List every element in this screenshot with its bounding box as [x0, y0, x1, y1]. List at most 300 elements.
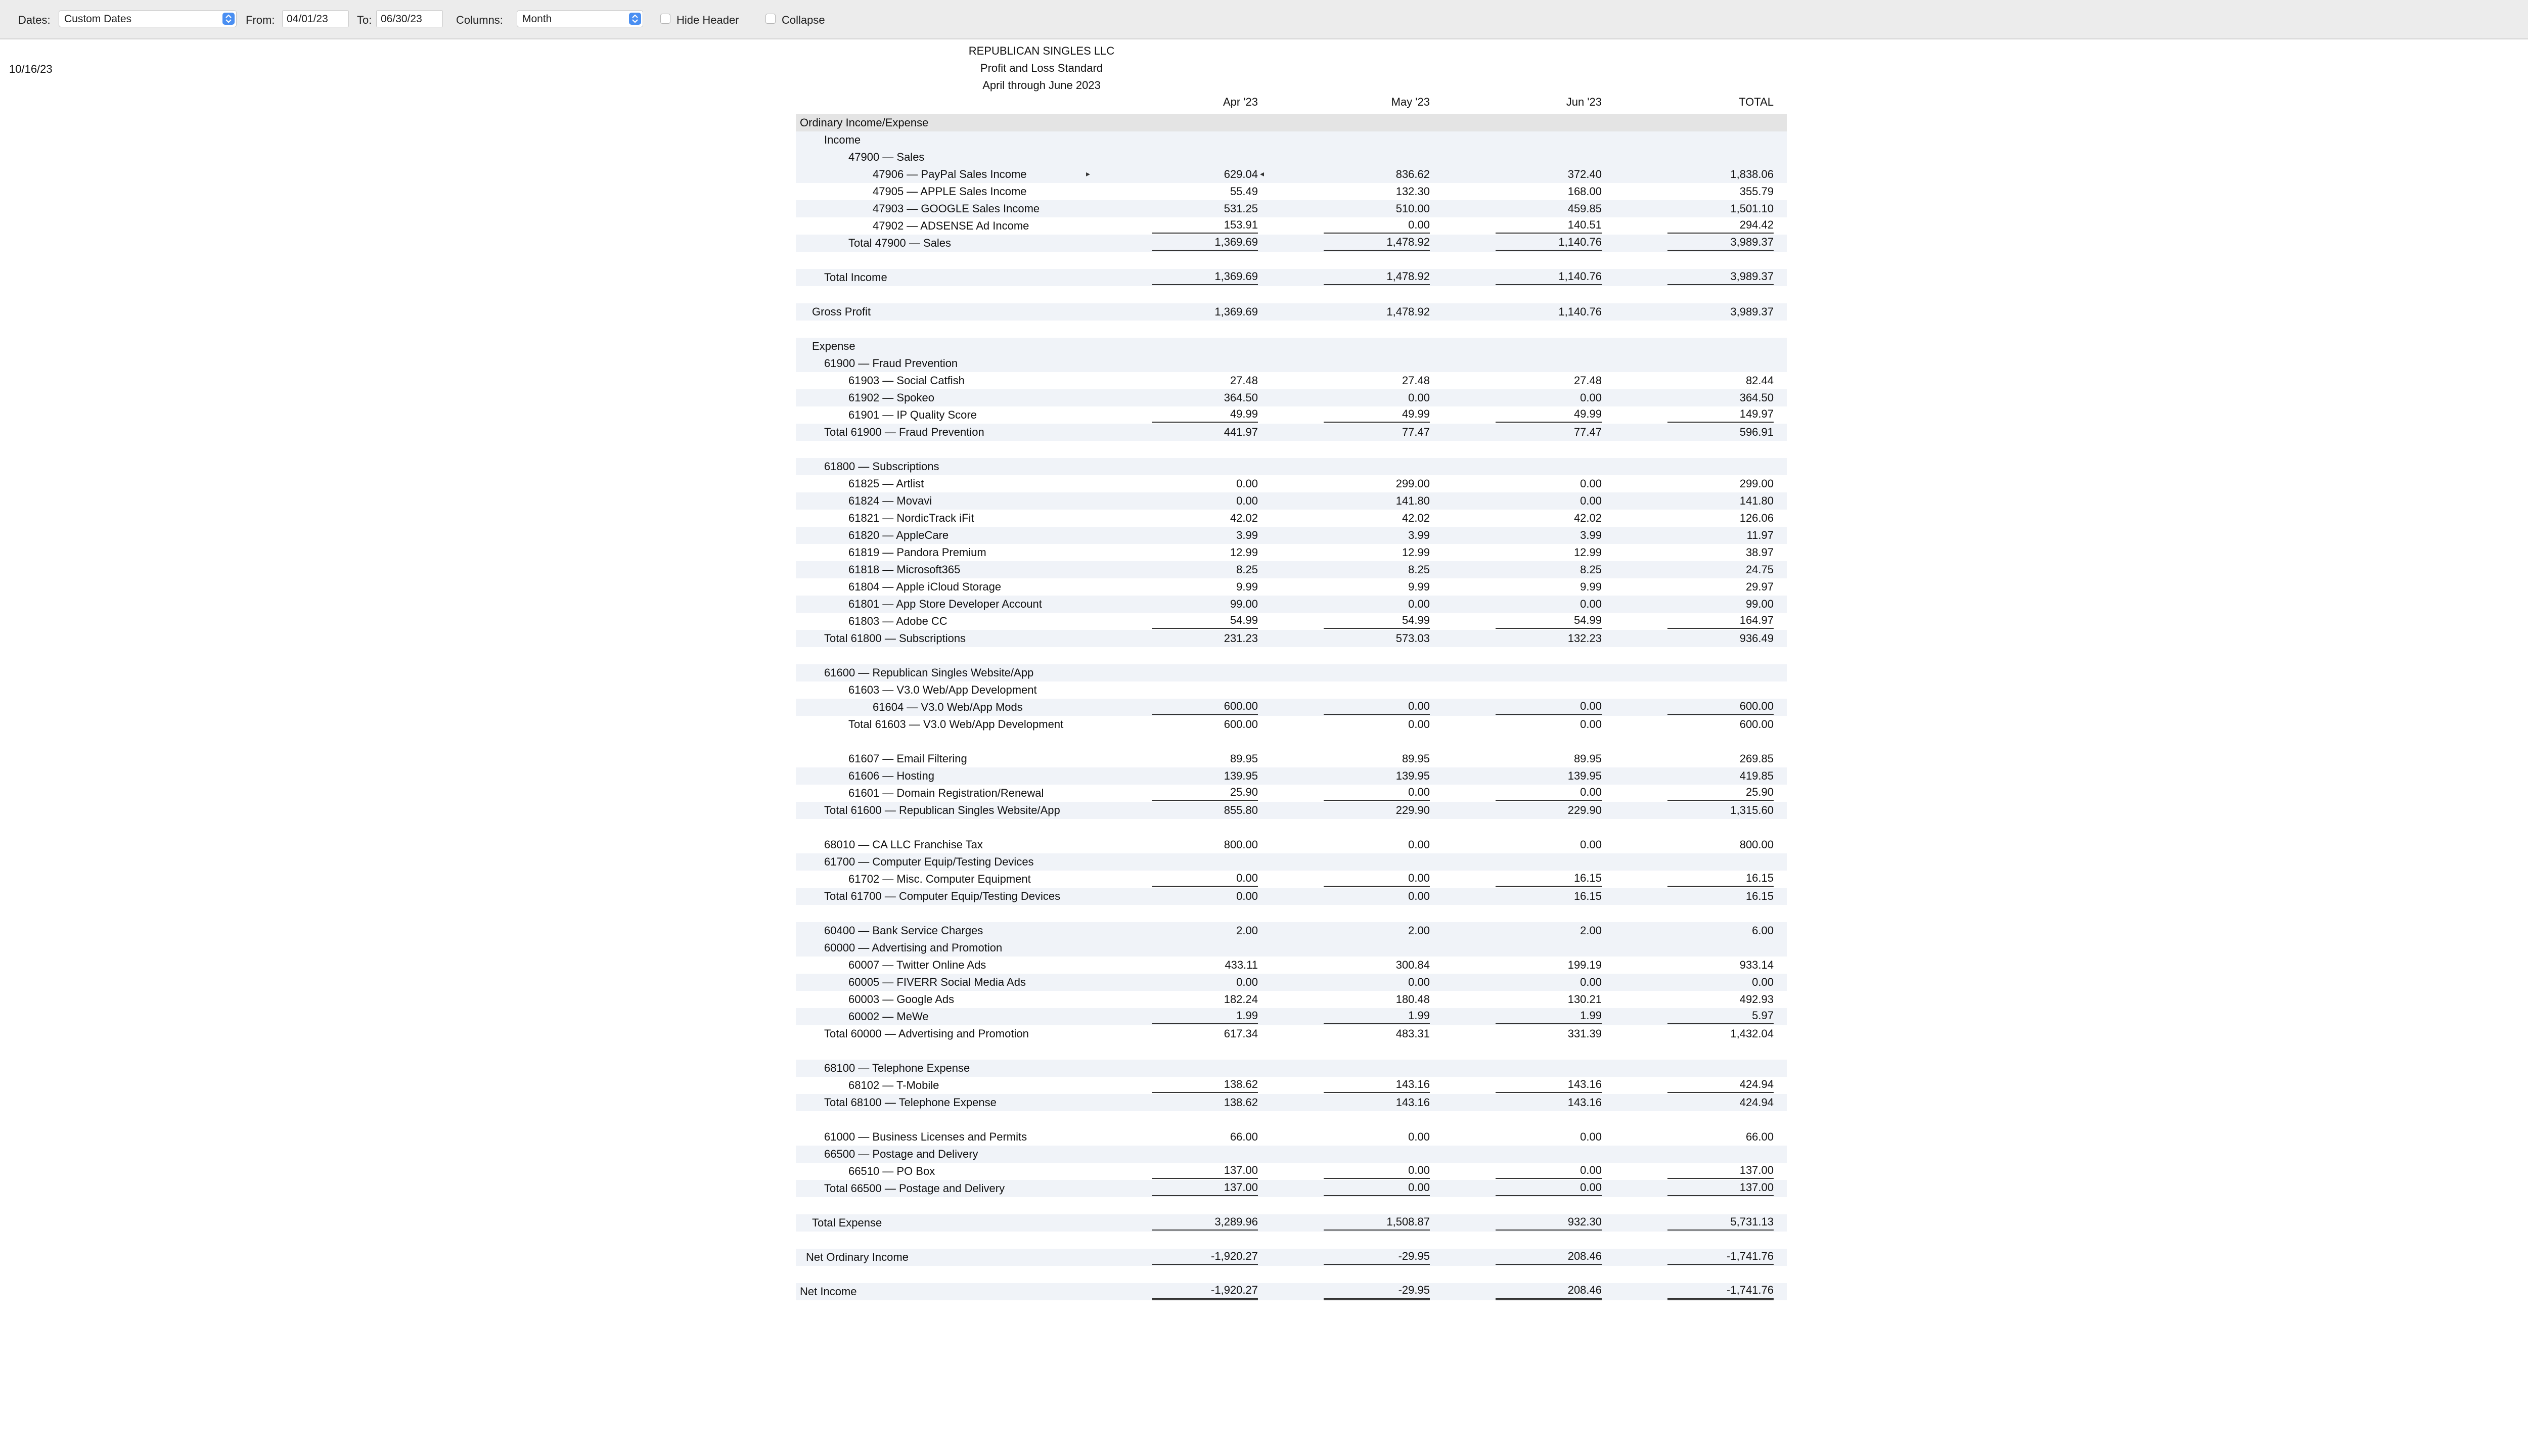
report-row[interactable]: [796, 836, 1787, 853]
report-row[interactable]: [796, 1077, 1787, 1094]
row-label: 61903 — Social Catfish: [848, 374, 965, 387]
report-row[interactable]: [796, 1060, 1787, 1077]
amount-cell[interactable]: 132.30: [1395, 185, 1430, 198]
spacer-row: [796, 647, 1787, 664]
amount-cell[interactable]: 25.90: [1152, 785, 1258, 801]
amount-cell[interactable]: 8.25: [1236, 563, 1258, 576]
row-label: 47903 — GOOGLE Sales Income: [873, 202, 1040, 215]
amount-cell[interactable]: 199.19: [1567, 959, 1602, 971]
amount-cell[interactable]: 9.99: [1408, 580, 1430, 593]
spacer-row: [796, 441, 1787, 458]
amount-cell[interactable]: 25.90: [1667, 785, 1774, 801]
amount-cell[interactable]: 130.21: [1567, 993, 1602, 1006]
amount-cell[interactable]: 2.00: [1236, 924, 1258, 937]
row-label: 60400 — Bank Service Charges: [824, 924, 983, 937]
report-row[interactable]: [796, 939, 1787, 957]
amount-cell[interactable]: 99.00: [1745, 598, 1774, 610]
amount-cell[interactable]: 0.00: [1236, 976, 1258, 988]
amount-cell[interactable]: 0.00: [1236, 494, 1258, 507]
amount-cell[interactable]: 0.00: [1324, 1163, 1430, 1179]
amount-cell[interactable]: 932.30: [1496, 1214, 1602, 1231]
row-label: 61603 — V3.0 Web/App Development: [848, 684, 1037, 696]
amount-cell[interactable]: 1,478.92: [1324, 235, 1430, 251]
amount-cell[interactable]: 143.16: [1496, 1077, 1602, 1093]
report-row[interactable]: [796, 853, 1787, 871]
amount-cell[interactable]: 66.00: [1230, 1130, 1258, 1143]
amount-cell[interactable]: 0.00: [1236, 890, 1258, 902]
amount-cell[interactable]: 42.02: [1402, 512, 1430, 524]
amount-cell[interactable]: 1.99: [1152, 1008, 1258, 1024]
amount-cell[interactable]: 0.00: [1324, 785, 1430, 801]
row-label: Total 47900 — Sales: [848, 237, 952, 249]
amount-cell[interactable]: 55.49: [1230, 185, 1258, 198]
row-label: Ordinary Income/Expense: [800, 116, 929, 129]
hide-header-label[interactable]: Hide Header: [676, 14, 739, 26]
amount-cell[interactable]: 54.99: [1324, 613, 1430, 629]
hide-header-checkbox[interactable]: [660, 14, 670, 24]
amount-cell[interactable]: 8.25: [1580, 563, 1602, 576]
amount-cell[interactable]: 138.62: [1152, 1077, 1258, 1093]
amount-cell[interactable]: 208.46: [1496, 1283, 1602, 1300]
to-label: To:: [357, 14, 372, 26]
amount-cell[interactable]: 573.03: [1395, 632, 1430, 645]
amount-cell[interactable]: 1,501.10: [1730, 202, 1774, 215]
amount-cell[interactable]: 600.00: [1152, 699, 1258, 715]
amount-cell[interactable]: 16.15: [1573, 890, 1602, 902]
amount-cell[interactable]: 66.00: [1745, 1130, 1774, 1143]
report-row[interactable]: [796, 750, 1787, 767]
report-row[interactable]: [796, 269, 1787, 286]
amount-cell[interactable]: 49.99: [1324, 406, 1430, 423]
cell-pointer-icon: ◂: [1260, 170, 1265, 178]
amount-cell[interactable]: 2.00: [1580, 924, 1602, 937]
report-row[interactable]: [796, 1008, 1787, 1025]
amount-cell[interactable]: 126.06: [1739, 512, 1774, 524]
amount-cell[interactable]: 1,432.04: [1730, 1027, 1774, 1040]
row-label: 47906 — PayPal Sales Income: [873, 168, 1027, 180]
amount-cell[interactable]: 1,478.92: [1386, 305, 1430, 318]
amount-cell[interactable]: 143.16: [1324, 1077, 1430, 1093]
amount-cell[interactable]: 49.99: [1496, 406, 1602, 423]
amount-cell[interactable]: 355.79: [1739, 185, 1774, 198]
report-row[interactable]: [796, 235, 1787, 252]
amount-cell[interactable]: 3.99: [1580, 529, 1602, 541]
amount-cell[interactable]: 38.97: [1745, 546, 1774, 559]
amount-cell[interactable]: 1,508.87: [1324, 1214, 1430, 1231]
amount-cell[interactable]: 364.50: [1739, 391, 1774, 404]
amount-cell[interactable]: 16.15: [1667, 871, 1774, 887]
amount-cell[interactable]: 0.00: [1408, 391, 1430, 404]
amount-cell[interactable]: 600.00: [1667, 699, 1774, 715]
row-label: Total 61800 — Subscriptions: [824, 632, 966, 645]
report-row[interactable]: [796, 1146, 1787, 1163]
amount-cell[interactable]: 441.97: [1224, 426, 1258, 438]
amount-cell[interactable]: 3,989.37: [1730, 305, 1774, 318]
amount-cell[interactable]: 1,140.76: [1496, 269, 1602, 285]
amount-cell[interactable]: 138.62: [1224, 1096, 1258, 1109]
amount-cell[interactable]: 0.00: [1580, 718, 1602, 731]
row-label: 47905 — APPLE Sales Income: [873, 185, 1027, 198]
spacer-row: [796, 819, 1787, 836]
report-row[interactable]: [796, 957, 1787, 974]
amount-cell[interactable]: 855.80: [1224, 804, 1258, 816]
row-label: 61820 — AppleCare: [848, 529, 949, 541]
report-row[interactable]: [796, 406, 1787, 424]
amount-cell[interactable]: 137.00: [1667, 1180, 1774, 1196]
amount-cell[interactable]: 0.00: [1496, 1180, 1602, 1196]
amount-cell[interactable]: 1.99: [1324, 1008, 1430, 1024]
amount-cell[interactable]: 0.00: [1324, 871, 1430, 887]
amount-cell[interactable]: 0.00: [1408, 890, 1430, 902]
amount-cell[interactable]: 0.00: [1324, 217, 1430, 234]
report-row[interactable]: [796, 991, 1787, 1008]
spacer-row: [796, 286, 1787, 303]
row-label: 61000 — Business Licenses and Permits: [824, 1130, 1027, 1143]
amount-cell[interactable]: 139.95: [1395, 769, 1430, 782]
amount-cell[interactable]: 6.00: [1752, 924, 1774, 937]
spacer-row: [796, 905, 1787, 922]
report-row[interactable]: [796, 1128, 1787, 1146]
amount-cell[interactable]: 600.00: [1739, 718, 1774, 731]
amount-cell[interactable]: 208.46: [1496, 1249, 1602, 1265]
to-date-field[interactable]: 06/30/23: [376, 10, 443, 27]
report-row[interactable]: [796, 149, 1787, 166]
amount-cell[interactable]: 0.00: [1580, 838, 1602, 851]
amount-cell[interactable]: 29.97: [1745, 580, 1774, 593]
amount-cell[interactable]: 12.99: [1230, 546, 1258, 559]
amount-cell[interactable]: 27.48: [1230, 374, 1258, 387]
report-row[interactable]: [796, 510, 1787, 527]
row-label: 68010 — CA LLC Franchise Tax: [824, 838, 983, 851]
row-label: 61606 — Hosting: [848, 769, 934, 782]
row-label: Total 61603 — V3.0 Web/App Development: [848, 718, 1064, 731]
amount-cell[interactable]: 1,140.76: [1558, 305, 1602, 318]
report-row[interactable]: [796, 389, 1787, 406]
amount-cell[interactable]: 229.90: [1395, 804, 1430, 816]
amount-cell[interactable]: 0.00: [1496, 785, 1602, 801]
amount-cell[interactable]: 132.23: [1567, 632, 1602, 645]
amount-cell[interactable]: 49.99: [1152, 406, 1258, 423]
report-row[interactable]: [796, 974, 1787, 991]
report-row[interactable]: [796, 664, 1787, 681]
row-label: 68102 — T-Mobile: [848, 1079, 939, 1091]
amount-cell[interactable]: 2.00: [1408, 924, 1430, 937]
report-row[interactable]: [796, 888, 1787, 905]
row-label: Net Income: [800, 1285, 857, 1298]
column-header-total[interactable]: TOTAL: [1739, 96, 1774, 108]
amount-cell[interactable]: 8.25: [1408, 563, 1430, 576]
amount-cell[interactable]: 0.00: [1580, 494, 1602, 507]
row-label: 61824 — Movavi: [848, 494, 932, 507]
from-date-field[interactable]: 04/01/23: [282, 10, 349, 27]
row-label: 61607 — Email Filtering: [848, 752, 967, 765]
amount-cell[interactable]: -29.95: [1324, 1249, 1430, 1265]
report-row[interactable]: [796, 922, 1787, 939]
column-header-jun[interactable]: Jun '23: [1566, 96, 1602, 108]
column-header-apr[interactable]: Apr '23: [1223, 96, 1258, 108]
amount-cell[interactable]: 596.91: [1739, 426, 1774, 438]
report-row[interactable]: [796, 1094, 1787, 1111]
amount-cell[interactable]: -1,741.76: [1667, 1249, 1774, 1265]
amount-cell[interactable]: 269.85: [1739, 752, 1774, 765]
amount-cell[interactable]: 424.94: [1739, 1096, 1774, 1109]
amount-cell[interactable]: 300.84: [1395, 959, 1430, 971]
amount-cell[interactable]: -1,920.27: [1152, 1249, 1258, 1265]
amount-cell[interactable]: 140.51: [1496, 217, 1602, 234]
amount-cell[interactable]: 3.99: [1236, 529, 1258, 541]
amount-cell[interactable]: 0.00: [1496, 1163, 1602, 1179]
row-label: Total 61600 — Republican Singles Website/App: [824, 804, 1060, 816]
amount-cell[interactable]: 99.00: [1230, 598, 1258, 610]
amount-cell[interactable]: 54.99: [1152, 613, 1258, 629]
report-row[interactable]: [796, 802, 1787, 819]
spacer-row: [796, 733, 1787, 750]
amount-cell[interactable]: 1,315.60: [1730, 804, 1774, 816]
column-header-may[interactable]: May '23: [1391, 96, 1430, 108]
report-row[interactable]: [796, 183, 1787, 200]
columns-select-value: Month: [522, 13, 552, 25]
report-row[interactable]: [796, 613, 1787, 630]
amount-cell[interactable]: 0.00: [1152, 871, 1258, 887]
report-row[interactable]: [796, 424, 1787, 441]
amount-cell[interactable]: -1,741.76: [1667, 1283, 1774, 1300]
amount-cell[interactable]: 141.80: [1739, 494, 1774, 507]
amount-cell[interactable]: 3.99: [1408, 529, 1430, 541]
amount-cell[interactable]: 0.00: [1580, 1130, 1602, 1143]
amount-cell[interactable]: 1,838.06: [1730, 168, 1774, 180]
amount-cell[interactable]: 0.00: [1408, 1130, 1430, 1143]
spacer-row: [796, 1111, 1787, 1128]
amount-cell[interactable]: 1,369.69: [1152, 235, 1258, 251]
amount-cell[interactable]: 483.31: [1395, 1027, 1430, 1040]
report-row[interactable]: [796, 492, 1787, 510]
row-label: 60000 — Advertising and Promotion: [824, 941, 1003, 954]
amount-cell[interactable]: 89.95: [1402, 752, 1430, 765]
report-row[interactable]: [796, 355, 1787, 372]
amount-cell[interactable]: 0.00: [1408, 838, 1430, 851]
amount-cell[interactable]: 143.16: [1567, 1096, 1602, 1109]
dates-select[interactable]: [59, 10, 237, 27]
amount-cell[interactable]: 510.00: [1395, 202, 1430, 215]
amount-cell[interactable]: 168.00: [1567, 185, 1602, 198]
amount-cell[interactable]: 0.00: [1408, 598, 1430, 610]
report-row[interactable]: [796, 596, 1787, 613]
report-row[interactable]: [796, 475, 1787, 492]
row-label: 61821 — NordicTrack iFit: [848, 512, 974, 524]
row-label: Expense: [812, 340, 855, 352]
select-stepper-icon: [222, 13, 235, 25]
amount-cell[interactable]: 372.40: [1567, 168, 1602, 180]
amount-cell[interactable]: 800.00: [1739, 838, 1774, 851]
report-title: Profit and Loss Standard: [980, 62, 1103, 74]
amount-cell[interactable]: 0.00: [1580, 391, 1602, 404]
row-label: Total 61700 — Computer Equip/Testing Devices: [824, 890, 1061, 902]
report-row[interactable]: [796, 871, 1787, 888]
amount-cell[interactable]: 0.00: [1324, 1180, 1430, 1196]
amount-cell[interactable]: 1.99: [1496, 1008, 1602, 1024]
row-label: 61902 — Spokeo: [848, 391, 935, 404]
report-row[interactable]: [796, 699, 1787, 716]
report-row[interactable]: [796, 785, 1787, 802]
amount-cell[interactable]: 54.99: [1496, 613, 1602, 629]
amount-cell[interactable]: 82.44: [1745, 374, 1774, 387]
report-row[interactable]: [796, 217, 1787, 235]
report-row[interactable]: [796, 1283, 1787, 1300]
amount-cell[interactable]: 0.00: [1324, 699, 1430, 715]
amount-cell[interactable]: 629.04: [1224, 168, 1258, 180]
amount-cell[interactable]: 3,289.96: [1152, 1214, 1258, 1231]
amount-cell[interactable]: 1,478.92: [1324, 269, 1430, 285]
amount-cell[interactable]: 0.00: [1408, 976, 1430, 988]
report-row[interactable]: [796, 200, 1787, 217]
row-label: 61800 — Subscriptions: [824, 460, 939, 473]
columns-label: Columns:: [456, 14, 503, 26]
amount-cell[interactable]: 153.91: [1152, 217, 1258, 234]
amount-cell[interactable]: 139.95: [1224, 769, 1258, 782]
row-label: 61819 — Pandora Premium: [848, 546, 986, 559]
amount-cell[interactable]: 800.00: [1224, 838, 1258, 851]
amount-cell[interactable]: 5,731.13: [1667, 1214, 1774, 1231]
amount-cell[interactable]: 299.00: [1739, 477, 1774, 490]
amount-cell[interactable]: 531.25: [1224, 202, 1258, 215]
amount-cell[interactable]: 331.39: [1567, 1027, 1602, 1040]
report-row[interactable]: [796, 1180, 1787, 1197]
report-row[interactable]: [796, 1163, 1787, 1180]
amount-cell[interactable]: 231.23: [1224, 632, 1258, 645]
row-label: 66510 — PO Box: [848, 1165, 935, 1177]
report-row[interactable]: [796, 303, 1787, 321]
report-row[interactable]: [796, 1249, 1787, 1266]
amount-cell[interactable]: 137.00: [1152, 1163, 1258, 1179]
amount-cell[interactable]: 364.50: [1224, 391, 1258, 404]
report-row[interactable]: [796, 561, 1787, 578]
row-label: Total Income: [824, 271, 887, 284]
amount-cell[interactable]: 0.00: [1580, 976, 1602, 988]
report-row[interactable]: [796, 1214, 1787, 1232]
amount-cell[interactable]: 9.99: [1580, 580, 1602, 593]
report-row[interactable]: [796, 338, 1787, 355]
report-toolbar: [0, 0, 2528, 39]
amount-cell[interactable]: 137.00: [1152, 1180, 1258, 1196]
amount-cell[interactable]: 936.49: [1739, 632, 1774, 645]
amount-cell[interactable]: 27.48: [1402, 374, 1430, 387]
amount-cell[interactable]: 0.00: [1580, 598, 1602, 610]
amount-cell[interactable]: 424.94: [1667, 1077, 1774, 1093]
amount-cell[interactable]: 600.00: [1224, 718, 1258, 731]
row-label: 61803 — Adobe CC: [848, 615, 947, 627]
amount-cell[interactable]: 617.34: [1224, 1027, 1258, 1040]
amount-cell[interactable]: 5.97: [1667, 1008, 1774, 1024]
row-marker-icon: ▸: [1086, 170, 1091, 178]
amount-cell[interactable]: 164.97: [1667, 613, 1774, 629]
amount-cell[interactable]: 419.85: [1739, 769, 1774, 782]
report-row[interactable]: [796, 114, 1787, 131]
amount-cell[interactable]: -1,920.27: [1152, 1283, 1258, 1300]
amount-cell[interactable]: 3,989.37: [1667, 235, 1774, 251]
report-period: April through June 2023: [982, 79, 1101, 92]
collapse-label[interactable]: Collapse: [782, 14, 825, 26]
amount-cell[interactable]: 77.47: [1573, 426, 1602, 438]
row-label: 60007 — Twitter Online Ads: [848, 959, 986, 971]
report-row[interactable]: [796, 166, 1787, 183]
row-label: 61601 — Domain Registration/Renewal: [848, 787, 1044, 799]
amount-cell[interactable]: 0.00: [1408, 718, 1430, 731]
row-label: 61604 — V3.0 Web/App Mods: [873, 701, 1023, 713]
amount-cell[interactable]: 137.00: [1667, 1163, 1774, 1179]
report-row[interactable]: [796, 131, 1787, 149]
select-stepper-icon: [629, 13, 641, 25]
spacer-row: [796, 1232, 1787, 1249]
amount-cell[interactable]: 0.00: [1236, 477, 1258, 490]
amount-cell[interactable]: 12.99: [1402, 546, 1430, 559]
amount-cell[interactable]: 12.99: [1573, 546, 1602, 559]
amount-cell[interactable]: 149.97: [1667, 406, 1774, 423]
amount-cell[interactable]: 836.62: [1395, 168, 1430, 180]
amount-cell[interactable]: 143.16: [1395, 1096, 1430, 1109]
row-label: Gross Profit: [812, 305, 871, 318]
report-row[interactable]: [796, 527, 1787, 544]
amount-cell[interactable]: 42.02: [1573, 512, 1602, 524]
row-label: Total 68100 — Telephone Expense: [824, 1096, 997, 1109]
amount-cell[interactable]: 933.14: [1739, 959, 1774, 971]
amount-cell[interactable]: 11.97: [1746, 529, 1774, 541]
amount-cell[interactable]: 16.15: [1745, 890, 1774, 902]
amount-cell[interactable]: 299.00: [1395, 477, 1430, 490]
amount-cell[interactable]: 3,989.37: [1667, 269, 1774, 285]
spacer-row: [796, 1197, 1787, 1214]
amount-cell[interactable]: 1,369.69: [1214, 305, 1258, 318]
amount-cell[interactable]: 89.95: [1230, 752, 1258, 765]
amount-cell[interactable]: 1,140.76: [1496, 235, 1602, 251]
amount-cell[interactable]: 89.95: [1573, 752, 1602, 765]
amount-cell[interactable]: 433.11: [1225, 959, 1258, 971]
row-label: 61600 — Republican Singles Website/App: [824, 666, 1034, 679]
report-row[interactable]: [796, 681, 1787, 699]
columns-select[interactable]: [517, 10, 643, 27]
report-row[interactable]: [796, 372, 1787, 389]
amount-cell[interactable]: 77.47: [1402, 426, 1430, 438]
amount-cell[interactable]: 182.24: [1224, 993, 1258, 1006]
report-row[interactable]: [796, 767, 1787, 785]
amount-cell[interactable]: 0.00: [1752, 976, 1774, 988]
spacer-row: [796, 321, 1787, 338]
amount-cell[interactable]: 294.42: [1667, 217, 1774, 234]
report-row[interactable]: [796, 716, 1787, 733]
report-row[interactable]: [796, 630, 1787, 647]
amount-cell[interactable]: 139.95: [1567, 769, 1602, 782]
amount-cell[interactable]: 492.93: [1739, 993, 1774, 1006]
amount-cell[interactable]: 42.02: [1230, 512, 1258, 524]
amount-cell[interactable]: 141.80: [1395, 494, 1430, 507]
amount-cell[interactable]: 27.48: [1573, 374, 1602, 387]
report-row[interactable]: [796, 458, 1787, 475]
amount-cell[interactable]: 180.48: [1395, 993, 1430, 1006]
collapse-checkbox[interactable]: [765, 14, 776, 24]
report-row[interactable]: [796, 578, 1787, 596]
amount-cell[interactable]: 0.00: [1496, 699, 1602, 715]
amount-cell[interactable]: 229.90: [1567, 804, 1602, 816]
amount-cell[interactable]: -29.95: [1324, 1283, 1430, 1300]
amount-cell[interactable]: 24.75: [1745, 563, 1774, 576]
amount-cell[interactable]: 1,369.69: [1152, 269, 1258, 285]
row-label: Income: [824, 133, 861, 146]
report-row[interactable]: [796, 544, 1787, 561]
amount-cell[interactable]: 0.00: [1580, 477, 1602, 490]
amount-cell[interactable]: 16.15: [1496, 871, 1602, 887]
amount-cell[interactable]: 9.99: [1236, 580, 1258, 593]
amount-cell[interactable]: 459.85: [1567, 202, 1602, 215]
report-row[interactable]: [796, 1025, 1787, 1042]
